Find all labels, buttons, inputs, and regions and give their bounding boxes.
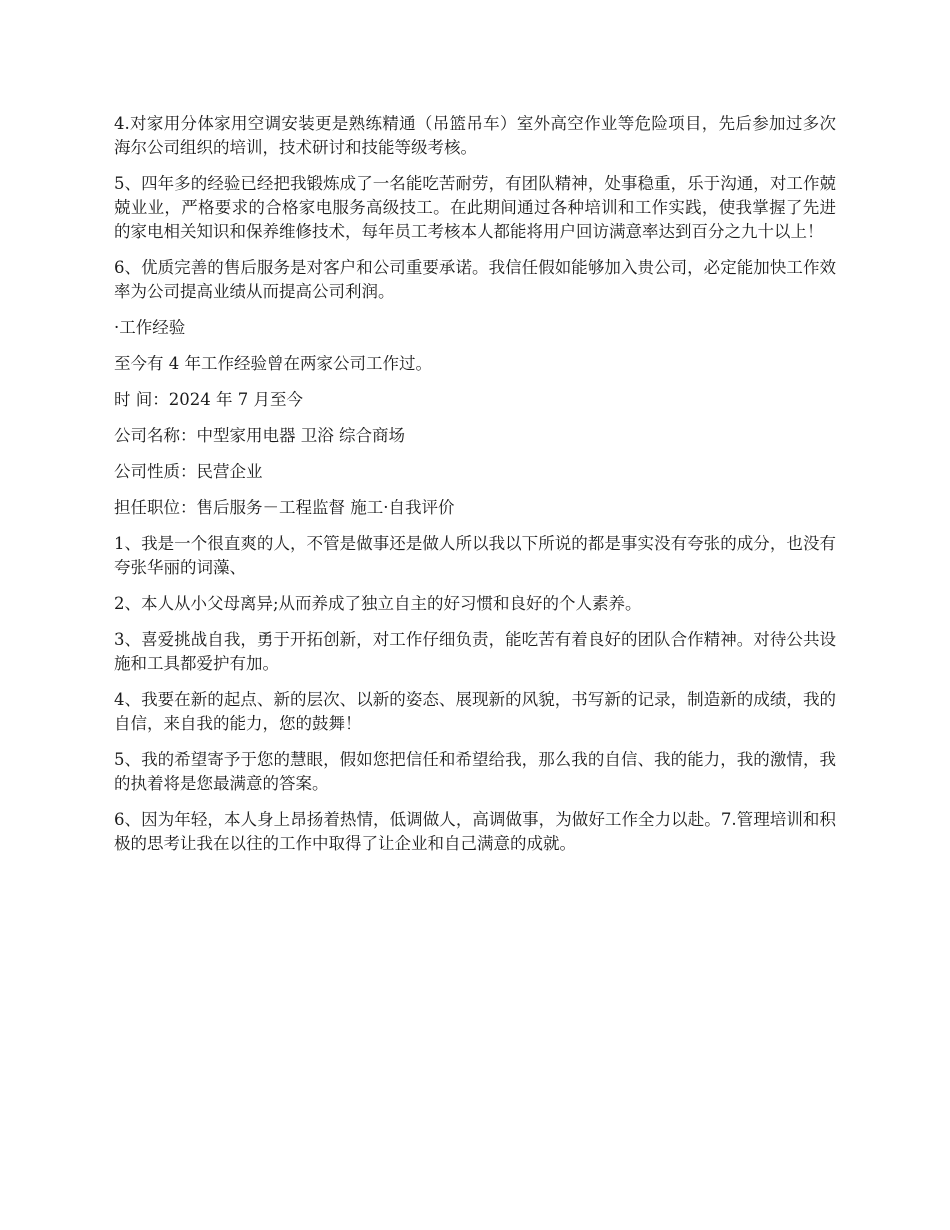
- paragraph-self-eval-2: 2、本人从小父母离异;从而养成了独立自主的好习惯和良好的个人素养。: [114, 594, 642, 613]
- paragraph-time: 时 间：2024 年 7 月至今: [114, 390, 303, 409]
- paragraph-self-eval-4: 4、我要在新的起点、新的层次、以新的姿态、展现新的风貌，书写新的记录，制造新的成绩，我的自信，来自我的能力，您的鼓舞！: [114, 690, 836, 733]
- paragraph-self-eval-5: 5、我的希望寄予于您的慧眼，假如您把信任和希望给我，那么我的自信、我的能力，我的激情，我的执着将是您最满意的答案。: [114, 750, 836, 793]
- paragraph-self-eval-6: 6、因为年轻，本人身上昂扬着热情，低调做人，高调做事，为做好工作全力以赴。7.管理培训和积极的思考让我在以往的工作中取得了让企业和自己满意的成就。: [114, 810, 836, 853]
- paragraph-skill-5: 5、四年多的经验已经把我锻炼成了一名能吃苦耐劳，有团队精神，处事稳重，乐于沟通，对工作兢兢业业，严格要求的合格家电服务高级技工。在此期间通过各种培训和工作实践，使我掌握了先进的家电相关知识和保养维修技术，每年员工考核本人都能将用户回访满意率达到百分之九十以上！: [114, 174, 836, 241]
- section-heading-work-experience: ·工作经验: [114, 318, 186, 337]
- paragraph-experience-summary: 至今有 4 年工作经验曾在两家公司工作过。: [114, 354, 432, 373]
- paragraph-self-eval-3: 3、喜爱挑战自我，勇于开拓创新，对工作仔细负责，能吃苦有着良好的团队合作精神。对待公共设施和工具都爱护有加。: [114, 630, 836, 673]
- paragraph-skill-4: 4.对家用分体家用空调安装更是熟练精通（吊篮吊车）室外高空作业等危险项目，先后参加过多次海尔公司组织的培训，技术研讨和技能等级考核。: [114, 114, 836, 157]
- paragraph-company-name: 公司名称：中型家用电器 卫浴 综合商场: [114, 426, 405, 445]
- paragraph-company-type: 公司性质：民营企业: [114, 462, 263, 481]
- paragraph-skill-6: 6、优质完善的售后服务是对客户和公司重要承诺。我信任假如能够加入贵公司，必定能加快工作效率为公司提高业绩从而提高公司利润。: [114, 258, 836, 301]
- paragraph-self-eval-1: 1、我是一个很直爽的人，不管是做事还是做人所以我以下所说的都是事实没有夸张的成分，也没有夸张华丽的词藻、: [114, 534, 836, 577]
- document-body: [114, 112, 836, 868]
- paragraph-position: 担任职位：售后服务－工程监督 施工·自我评价: [114, 498, 455, 517]
